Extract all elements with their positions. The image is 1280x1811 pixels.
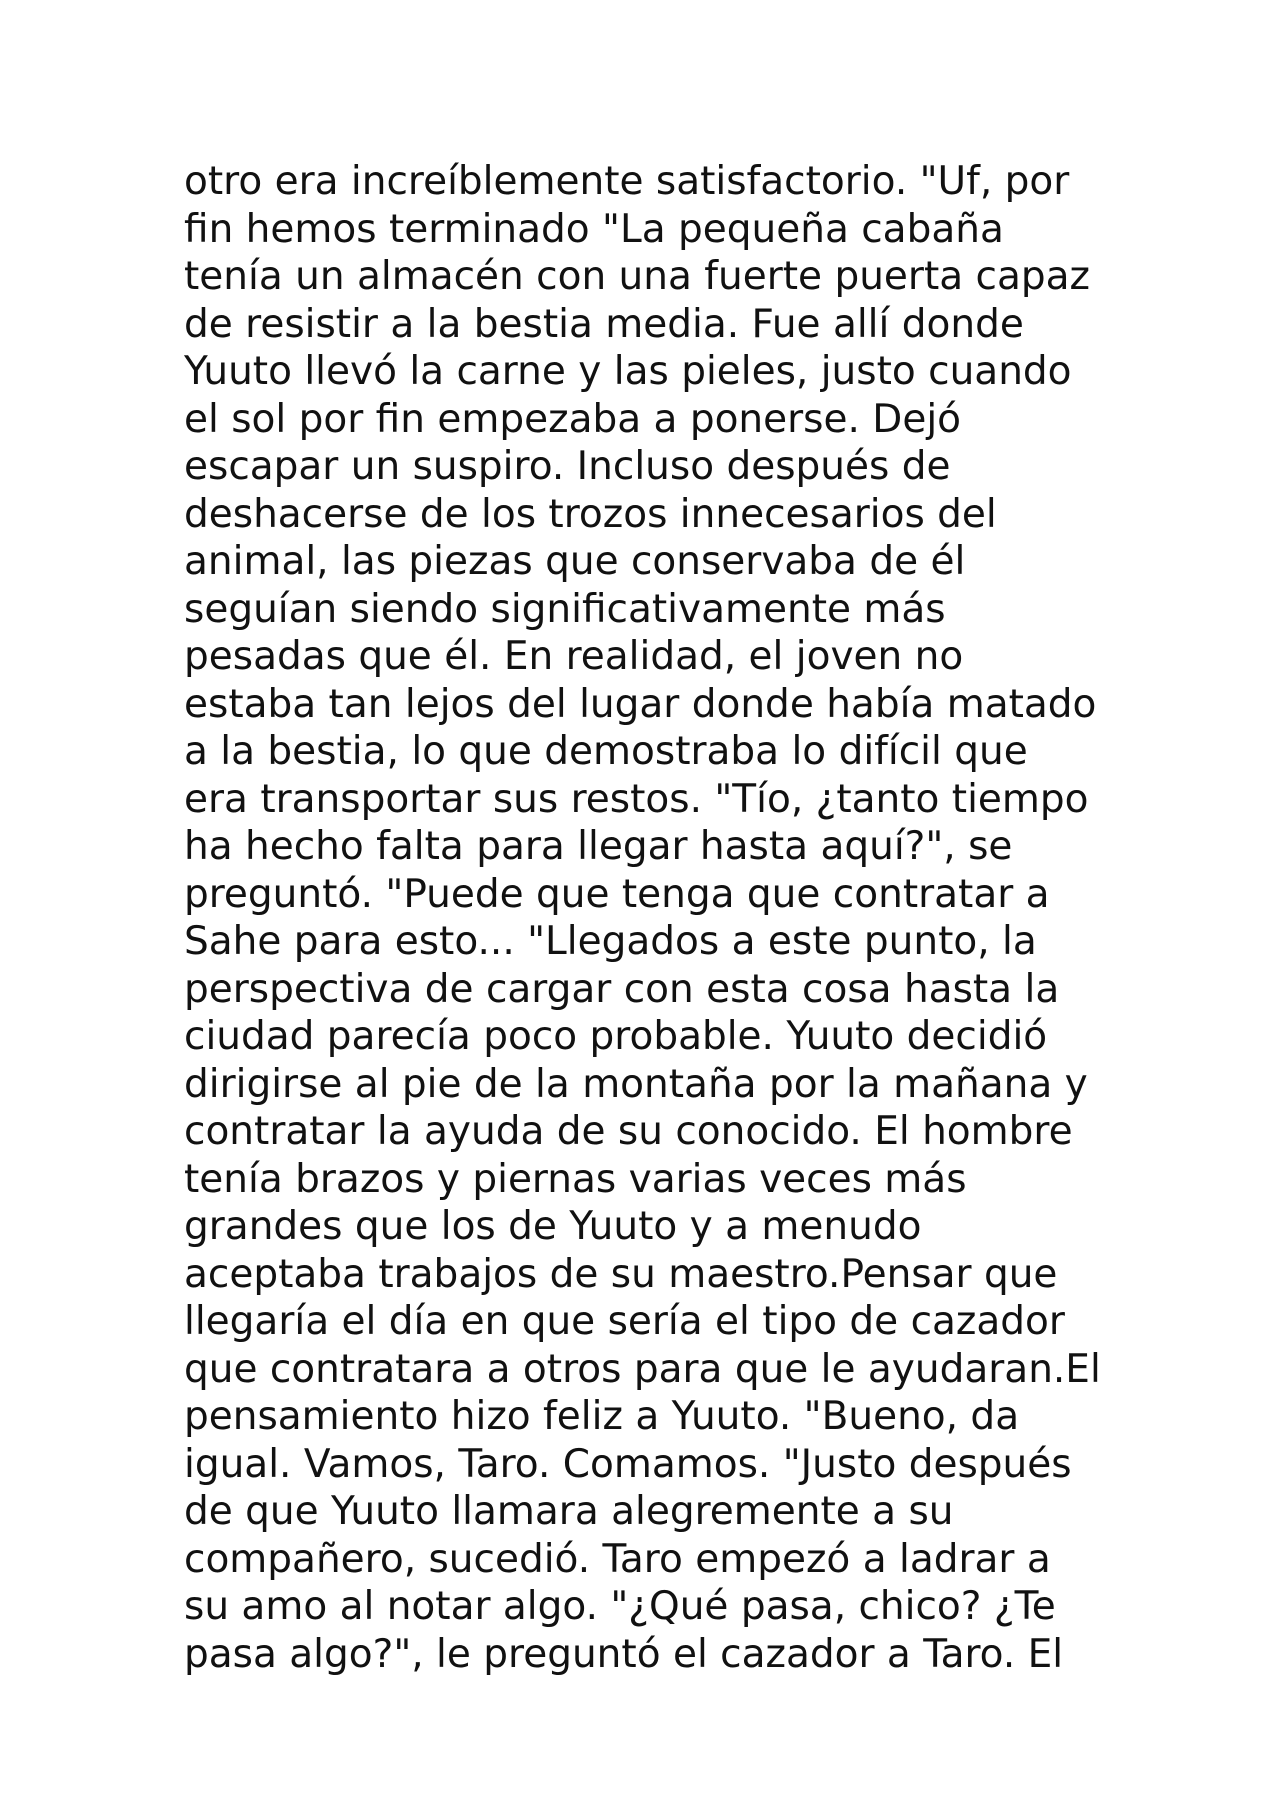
text-line: grandes que los de Yuuto y a menudo: [184, 1204, 922, 1249]
text-line: de resistir a la bestia media. Fue allí donde: [184, 301, 1024, 347]
text-line: igual. Vamos, Taro. Comamos. "Justo después: [184, 1441, 1072, 1487]
text-line: deshacerse de los trozos innecesarios del: [184, 491, 997, 537]
text-line: compañero, sucedió. Taro empezó a ladrar a: [184, 1536, 1051, 1582]
text-line: tenía un almacén con una fuerte puerta capaz: [184, 254, 1091, 299]
text-line: perspectiva de cargar con esta cosa hasta la: [184, 966, 1060, 1012]
text-line: otro era increíblemente satisfactorio. "Uf, por: [184, 159, 1070, 204]
body-text: [184, 158, 1184, 1678]
text-line: pensamiento hizo feliz a Yuuto. "Bueno, da: [184, 1394, 1020, 1439]
text-line: el sol por fin empezaba a ponerse. Dejó: [184, 396, 962, 442]
text-line: pasa algo?", le preguntó el cazador a Taro. El: [184, 1631, 1064, 1677]
text-line: animal, las piezas que conservaba de él: [184, 539, 966, 584]
text-line: ciudad parecía poco probable. Yuuto decidió: [184, 1014, 1048, 1059]
text-line: era transportar sus restos. "Tío, ¿tanto tiempo: [184, 776, 1089, 822]
text-line: contratar la ayuda de su conocido. El hombre: [184, 1109, 1073, 1154]
text-line: Yuuto llevó la carne y las pieles, justo cuando: [184, 349, 1072, 394]
text-line: llegaría el día en que sería el tipo de cazador: [184, 1299, 1065, 1344]
text-line: a la bestia, lo que demostraba lo difícil que: [184, 729, 1028, 774]
text-line: aceptaba trabajos de su maestro.Pensar que: [184, 1251, 1058, 1297]
text-line: preguntó. "Puede que tenga que contratar a: [184, 871, 1050, 917]
text-line: seguían siendo significativamente más: [184, 586, 946, 632]
text-line: tenía brazos y piernas varias veces más: [184, 1156, 967, 1202]
text-line: pesadas que él. En realidad, el joven no: [184, 634, 964, 679]
text-line: ha hecho falta para llegar hasta aquí?", se: [184, 824, 1013, 869]
text-line: fin hemos terminado "La pequeña cabaña: [184, 206, 1004, 252]
text-line: escapar un suspiro. Incluso después de: [184, 444, 951, 489]
text-line: Sahe para esto... "Llegados a este punto, la: [184, 919, 1037, 964]
text-line: estaba tan lejos del lugar donde había matado: [184, 681, 1097, 727]
text-line: de que Yuuto llamara alegremente a su: [184, 1489, 954, 1534]
text-line: dirigirse al pie de la montaña por la mañana y: [184, 1061, 1088, 1107]
text-line: su amo al notar algo. "¿Qué pasa, chico? ¿Te: [184, 1584, 1056, 1629]
text-line: que contratara a otros para que le ayudaran.El: [184, 1346, 1101, 1392]
